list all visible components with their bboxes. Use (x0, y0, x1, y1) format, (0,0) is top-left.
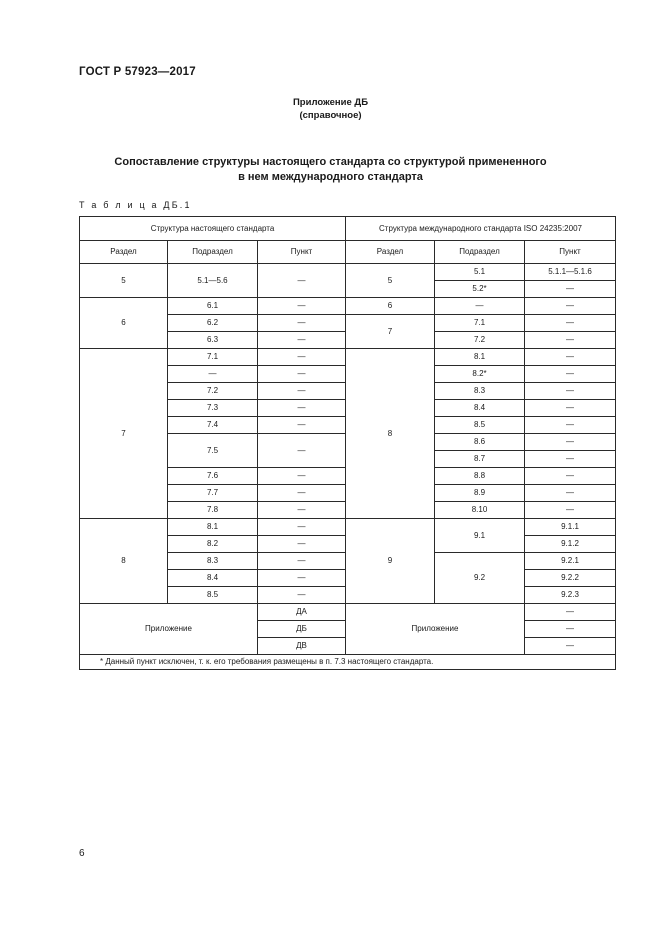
table-caption: Т а б л и ц а ДБ.1 (79, 200, 192, 210)
cell-intl-item: — (525, 400, 616, 417)
cell-intl-section: 7 (346, 315, 435, 349)
cell-subsection: 7.2 (168, 383, 258, 400)
cell-section: 6 (80, 298, 168, 349)
cell-intl-item: — (525, 468, 616, 485)
cell-subsection: 7.8 (168, 502, 258, 519)
document-header: ГОСТ Р 57923—2017 (79, 66, 196, 78)
cell-item: — (258, 468, 346, 485)
cell-intl-subsection: — (435, 298, 525, 315)
cell-subsection: 6.3 (168, 332, 258, 349)
cell-subsection: 6.1 (168, 298, 258, 315)
col-header-item: Пункт (258, 241, 346, 264)
cell-subsection: — (168, 366, 258, 383)
table-group-header-row (80, 217, 616, 241)
cell-subsection: 7.4 (168, 417, 258, 434)
cell-subsection: 7.6 (168, 468, 258, 485)
cell-subsection: 8.2 (168, 536, 258, 553)
cell-intl-subsection: 8.9 (435, 485, 525, 502)
cell-item: — (258, 349, 346, 366)
cell-intl-section: 9 (346, 519, 435, 604)
cell-item: — (258, 570, 346, 587)
cell-subsection: 8.3 (168, 553, 258, 570)
cell-item: — (258, 383, 346, 400)
cell-item: — (258, 519, 346, 536)
cell-intl-item: — (525, 383, 616, 400)
cell-intl-item: 9.2.1 (525, 553, 616, 570)
cell-subsection: 7.5 (168, 434, 258, 468)
cell-item: — (258, 332, 346, 349)
cell-intl-subsection: 5.1 (435, 264, 525, 281)
table-row (80, 519, 616, 536)
cell-item: — (258, 366, 346, 383)
cell-item: — (258, 587, 346, 604)
cell-intl-item: — (525, 281, 616, 298)
cell-subsection: 6.2 (168, 315, 258, 332)
cell-subsection: 5.1—5.6 (168, 264, 258, 298)
table-column-header-row (80, 241, 616, 264)
cell-item: — (258, 536, 346, 553)
cell-appendix-item: ДВ (258, 638, 346, 655)
table-row (80, 604, 616, 621)
cell-intl-section: 5 (346, 264, 435, 298)
cell-item: — (258, 502, 346, 519)
cell-intl-item: — (525, 502, 616, 519)
col-header-subsection: Подраздел (168, 241, 258, 264)
cell-subsection: 7.1 (168, 349, 258, 366)
cell-appendix-item: ДБ (258, 621, 346, 638)
appendix-title: Приложение ДБ (292, 97, 369, 108)
cell-intl-item: — (525, 349, 616, 366)
cell-intl-subsection: 8.8 (435, 468, 525, 485)
cell-intl-section: 8 (346, 349, 435, 519)
cell-intl-item: — (525, 366, 616, 383)
cell-appendix-label: Приложение (80, 604, 258, 655)
col-header-intl-section: Раздел (346, 241, 435, 264)
group-header-international: Структура международного стандарта ISO 24235:2007 (346, 217, 616, 241)
cell-section: 7 (80, 349, 168, 519)
cell-intl-item: — (525, 417, 616, 434)
cell-intl-item: — (525, 298, 616, 315)
table-footnote-row (80, 655, 616, 670)
cell-intl-subsection: 8.4 (435, 400, 525, 417)
cell-intl-item: — (525, 315, 616, 332)
cell-intl-subsection: 8.2* (435, 366, 525, 383)
cell-intl-item: 5.1.1—5.1.6 (525, 264, 616, 281)
appendix-type: (справочное) (299, 110, 362, 121)
cell-intl-item: — (525, 451, 616, 468)
cell-intl-subsection: 8.6 (435, 434, 525, 451)
cell-intl-item: 9.2.3 (525, 587, 616, 604)
cell-intl-item: — (525, 621, 616, 638)
comparison-table (79, 216, 616, 670)
cell-intl-item: 9.1.1 (525, 519, 616, 536)
cell-item: — (258, 298, 346, 315)
cell-subsection: 7.7 (168, 485, 258, 502)
cell-intl-item: — (525, 485, 616, 502)
cell-section: 8 (80, 519, 168, 604)
col-header-section: Раздел (80, 241, 168, 264)
cell-intl-subsection: 8.1 (435, 349, 525, 366)
cell-subsection: 8.4 (168, 570, 258, 587)
cell-intl-section: 6 (346, 298, 435, 315)
cell-item: — (258, 417, 346, 434)
table-title-line-2: в нем международного стандарта (238, 171, 423, 183)
col-header-intl-subsection: Подраздел (435, 241, 525, 264)
cell-intl-subsection: 7.1 (435, 315, 525, 332)
cell-item: — (258, 434, 346, 468)
cell-intl-item: — (525, 604, 616, 621)
cell-section: 5 (80, 264, 168, 298)
cell-intl-subsection: 8.5 (435, 417, 525, 434)
table-row (80, 349, 616, 366)
cell-intl-subsection: 7.2 (435, 332, 525, 349)
cell-item: — (258, 553, 346, 570)
cell-intl-subsection: 5.2* (435, 281, 525, 298)
table-footnote: * Данный пункт исключен, т. к. его требования размещены в п. 7.3 настоящего стандарта. (80, 655, 616, 670)
cell-intl-item: — (525, 638, 616, 655)
cell-appendix-item: ДА (258, 604, 346, 621)
cell-item: — (258, 485, 346, 502)
table-title-line-1: Сопоставление структуры настоящего стандарта со структурой примененного (114, 156, 547, 168)
cell-intl-item: 9.2.2 (525, 570, 616, 587)
cell-intl-subsection: 8.10 (435, 502, 525, 519)
cell-intl-item: — (525, 332, 616, 349)
cell-item: — (258, 315, 346, 332)
cell-intl-subsection: 9.1 (435, 519, 525, 553)
cell-subsection: 8.1 (168, 519, 258, 536)
cell-intl-appendix-label: Приложение (346, 604, 525, 655)
cell-intl-subsection: 8.7 (435, 451, 525, 468)
cell-subsection: 8.5 (168, 587, 258, 604)
cell-subsection: 7.3 (168, 400, 258, 417)
cell-intl-subsection: 9.2 (435, 553, 525, 604)
cell-intl-item: — (525, 434, 616, 451)
group-header-current: Структура настоящего стандарта (80, 217, 346, 241)
page-number: 6 (79, 848, 85, 859)
cell-intl-subsection: 8.3 (435, 383, 525, 400)
table-row (80, 298, 616, 315)
col-header-intl-item: Пункт (525, 241, 616, 264)
table-row (80, 264, 616, 281)
cell-item: — (258, 264, 346, 298)
cell-intl-item: 9.1.2 (525, 536, 616, 553)
cell-item: — (258, 400, 346, 417)
